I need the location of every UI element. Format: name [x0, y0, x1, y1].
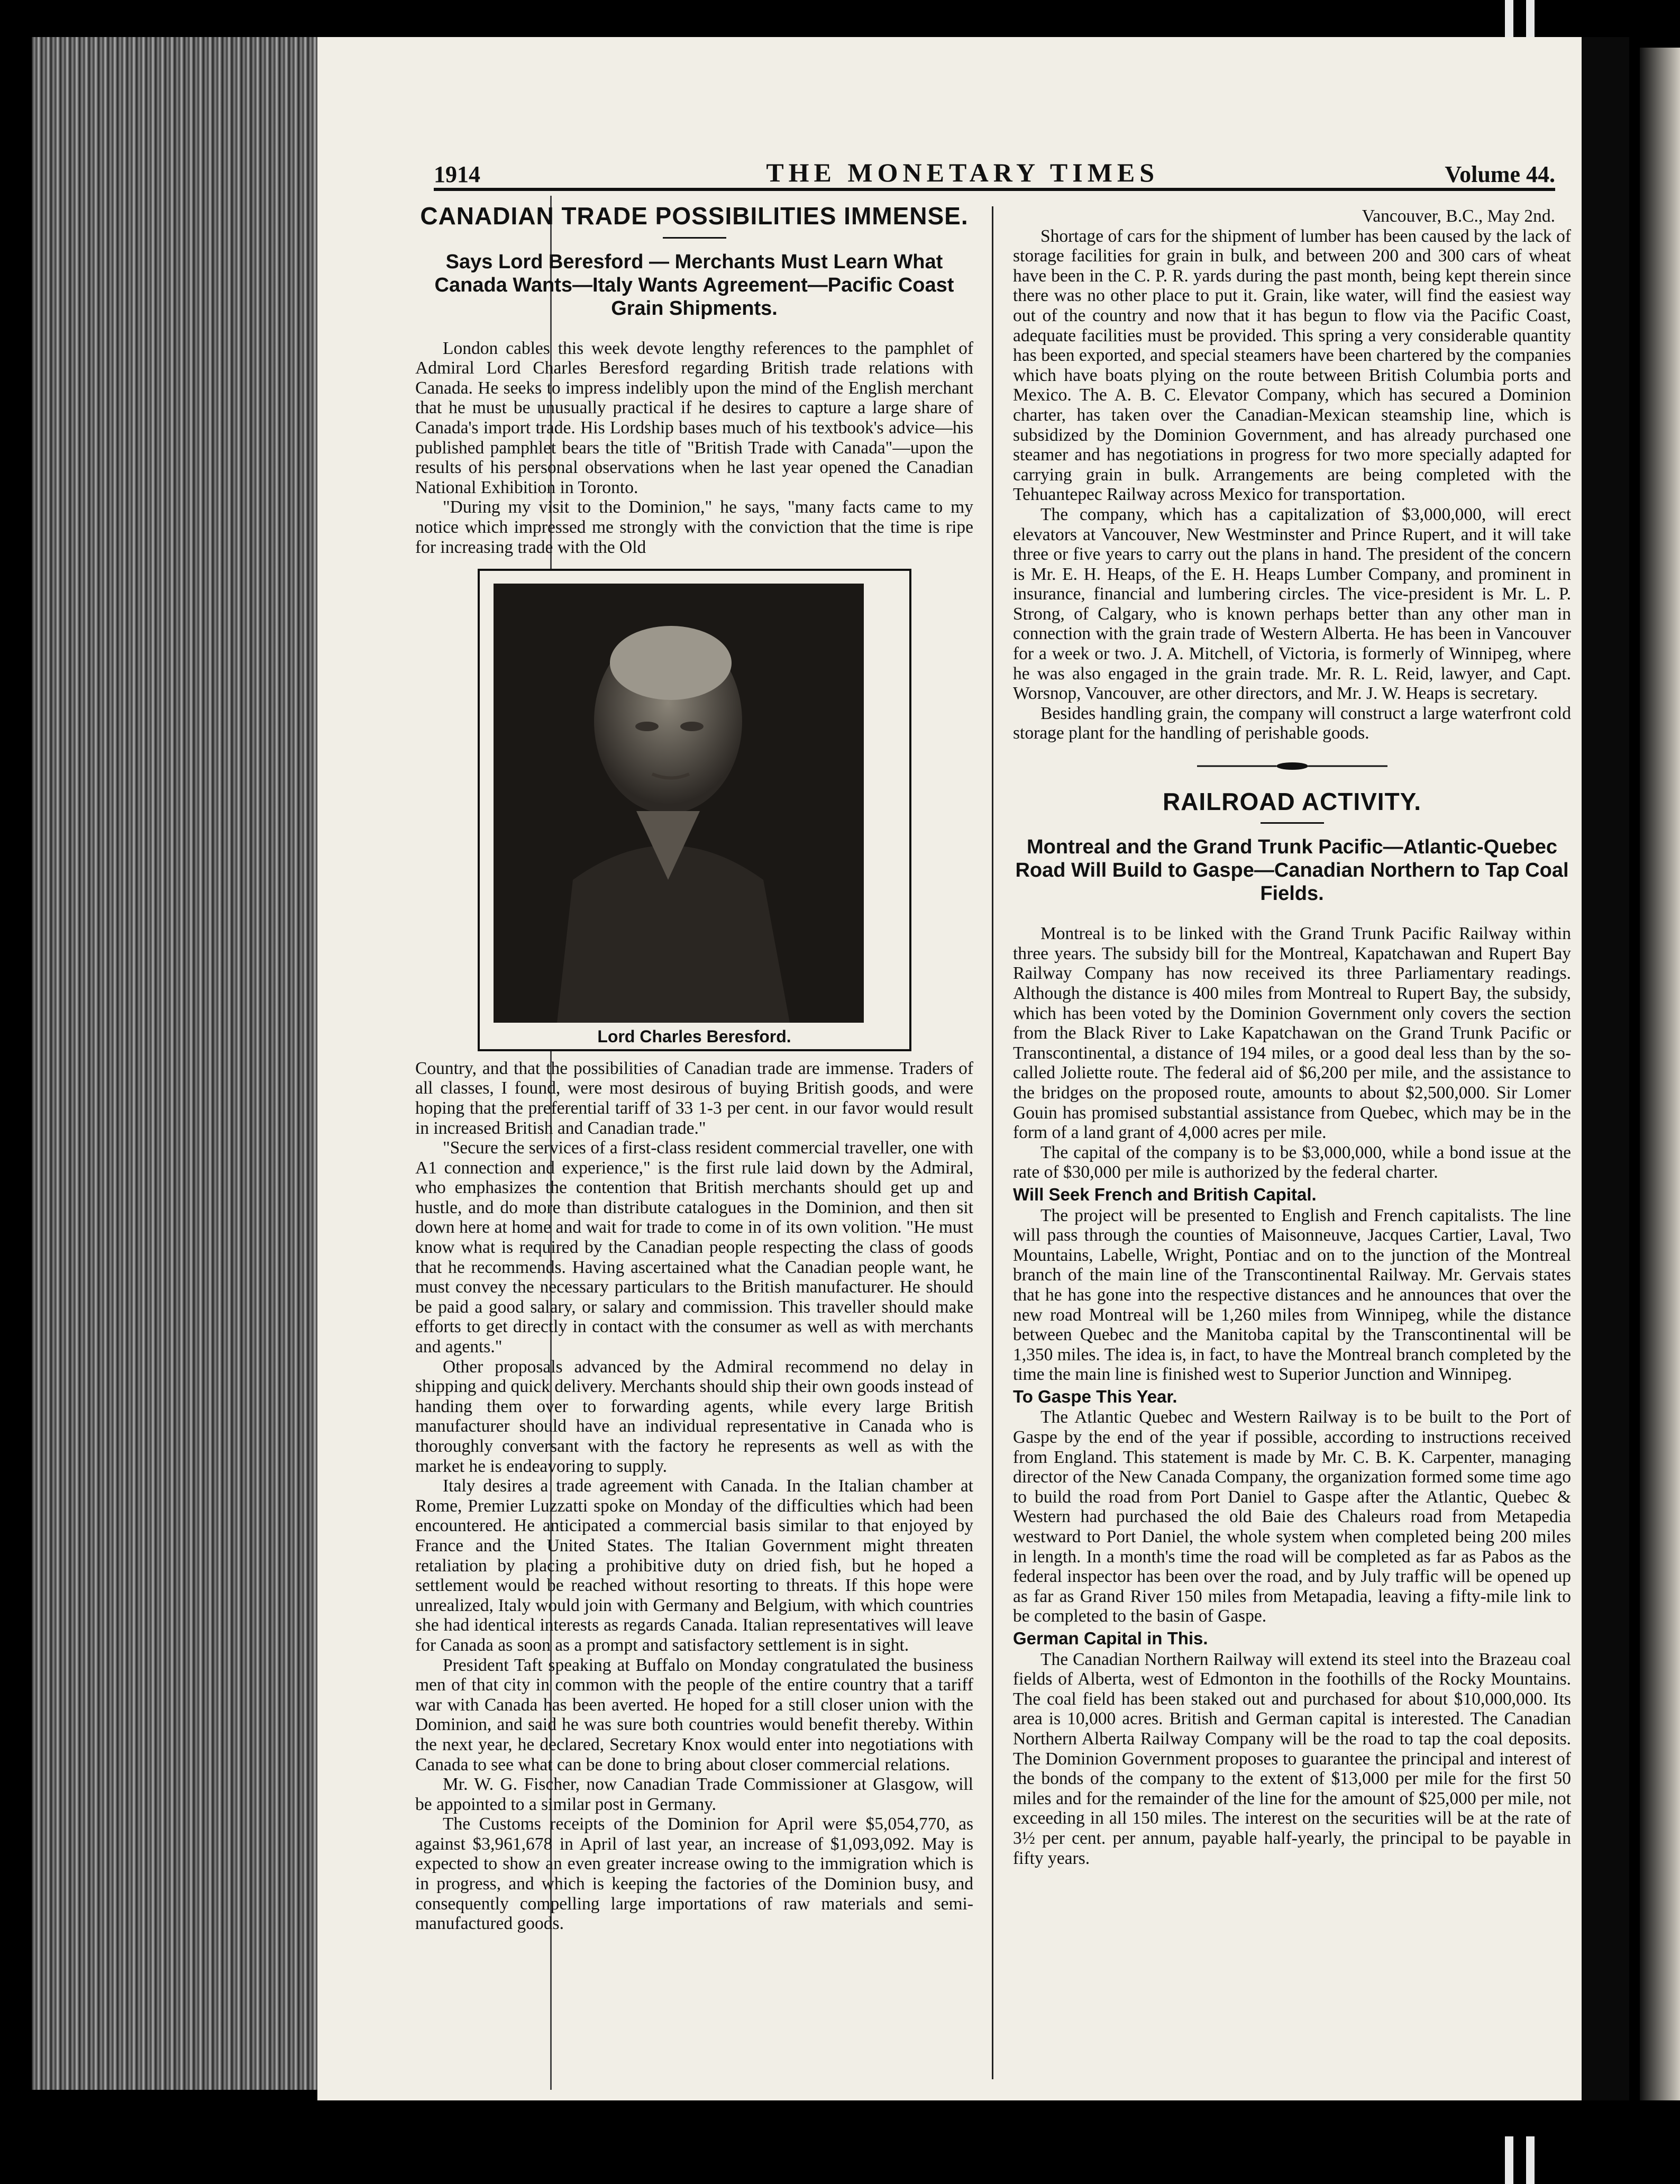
header-year: 1914	[434, 161, 480, 187]
headline-rule	[1261, 822, 1324, 824]
headline-rule	[663, 237, 726, 239]
section-subhead: German Capital in This.	[1013, 1628, 1208, 1648]
paragraph: President Taft speaking at Buffalo on Monday congratulated the business men of that city in common with the people of the entire country that a tariff war with Canada has been averted. He hoped for a still closer union with the Dominion, and said he was sure both countries would benefit thereby. Within the next year, he declared, Secretary Knox would enter into negotiations with Canada to see what can be done to bring about closer commercial relations.	[415, 1655, 973, 1775]
bound-page-stack	[32, 37, 328, 2090]
paragraph: Shortage of cars for the shipment of lumber has been caused by the lack of storage facilities for grain in bulk, and between 200 and 300 cars of wheat have been in the C. P. R. yards during the past month, being kept therein since there was no other place to put it. Grain, like water, will find the easiest way out of the country and now that it has begun to flow via the Pacific Coast, adequate facilities must be provided. This spring a very considerable quantity has been exported, and special steamers have been chartered by the companies which have boats plying on the route between British Columbia ports and Mexico. The A. B. C. Elevator Company, which has secured a Dominion charter, has taken over the Canadian-Mexican steamship line, which is subsidized by the Dominion Government, and has already purchased one steamer and has negotiations in progress for two more specially adapted for carrying grain in bulk. Arrangements are being completed with the Tehuantepec Railway across Mexico for transportation.	[1013, 226, 1571, 505]
paragraph: Italy desires a trade agreement with Canada. In the Italian chamber at Rome, Premier Luzzatti spoke on Monday of the difficulties which had been encountered. He anticipated a commercial basis similar to that enjoyed by France and the United States. The Italian Government might threaten retaliation by placing a prohibitive duty on dried fish, but he hoped a settlement would be reached without resorting to threats. If this hope were unrealized, Italy would join with Germany and Belgium, with which countries she had identical interests as regards Canada. Italian representatives will leave for Canada as soon as a prompt and satisfactory settlement is in sight.	[415, 1476, 973, 1655]
paragraph: The capital of the company is to be $3,000,000, while a bond issue at the rate of $30,000 per mile is authorized by the federal charter.	[1013, 1142, 1571, 1182]
paragraph: Other proposals advanced by the Admiral recommend no delay in shipping and quick delivery. Merchants should ship their own goods instead of handing them over to forwarding agents, while every large British manufacturer should have an individual representative in Canada who is thoroughly conversant with the factory he represents as well as with the market he is endeavoring to supply.	[415, 1357, 973, 1476]
paragraph: The Atlantic Quebec and Western Railway is to be built to the Port of Gaspe by the end of the year if possible, according to instructions received from England. This statement is made by Mr. C. B. K. Carpenter, managing director of the New Canada Company, the organization formed some time ago to build the road from Port Daniel to Gaspe after the Atlantic, Quebec & Western had purchased the old Baie des Chaleurs road from Metapedia westward to Port Daniel, the whole system when completed being 200 miles in length. In a month's time the road will be completed as far as Pabos as the federal inspector has been over the road, and by July traffic will be opened up as far as Grand River 150 miles from Metapadia, leaving a fifty-mile link to be completed to the basin of Gaspe.	[1013, 1407, 1571, 1626]
left-column	[415, 202, 973, 1934]
paragraph: Mr. W. G. Fischer, now Canadian Trade Commissioner at Glasgow, will be appointed to a similar post in Germany.	[415, 1775, 973, 1814]
article-headline: RAILROAD ACTIVITY.	[1162, 787, 1422, 815]
paragraph: "During my visit to the Dominion," he says, "many facts came to my notice which impressed me strongly with the conviction that the time is ripe for increasing trade with the Old	[415, 497, 973, 557]
right-column	[1013, 206, 1571, 1868]
page-header	[434, 135, 1555, 191]
paragraph: Country, and that the possibilities of Canadian trade are immense. Traders of all classes, I found, were most desirous of buying British goods, and were hoping that the preferential tariff of 33 1-3 per cent. in our favor would result in increased British and Canadian trade."	[415, 1058, 973, 1138]
film-frame-mark	[1526, 2136, 1535, 2184]
paragraph: The Canadian Northern Railway will extend its steel into the Brazeau coal fields of Alberta, west of Edmonton in the foothills of the Rocky Mountains. The coal field has been staked out and purchased for about $10,000,000. Its area is 10,000 acres. British and German capital is interested. The Canadian Northern Alberta Railway Company will be the road to tap the coal deposits. The Dominion Government proposes to guarantee the principal and interest of the bonds of the company to the extent of $13,000 per mile for the first 50 miles and for the remainder of the line for the amount of $25,000 per mile, not exceeding in all 150 miles. The interest on the securities will be at the rate of 3½ per cent. per annum, payable half-yearly, the principal to be payable in fifty years.	[1013, 1649, 1571, 1868]
portrait-photo	[494, 584, 864, 1023]
paragraph: "Secure the services of a first-class resident commercial traveller, one with A1 connection and experience," is the first rule laid down by the Admiral, who emphasizes the contention that British merchants should get up and hustle, and do more than distribute catalogues in the Dominion, and then sit down here at home and wait for trade to come in of its own volition. "He must know what is required by the Canadian people respecting the class of goods that he recommends. Having ascertained what the Canadian people want, he must convey the necessary particulars to the British manufacturer. He should be paid a good salary, or salary and commission. This traveller should make efforts to get directly in contact with the consumer as well as with merchants and agents."	[415, 1138, 973, 1357]
next-page-edge	[1640, 48, 1680, 2100]
portrait-caption: Lord Charles Beresford.	[597, 1027, 791, 1046]
section-subhead: Will Seek French and British Capital.	[1013, 1184, 1317, 1204]
page-shadow-edge	[1582, 37, 1629, 2100]
column-rule	[992, 206, 993, 2079]
section-ornament	[1013, 756, 1571, 776]
paragraph: The project will be presented to English and French capitalists. The line will pass through the counties of Maisonneuve, Jacques Cartier, Laval, Two Mountains, Labelle, Wright, Pontiac and on to the junction of the Montreal branch of the main line of the Transcontinental Railway. Mr. Gervais states that he has gone into the respective distances and he announces that over the new road Montreal will be 1,260 miles from Winnipeg, while the distance between Quebec and the Manitoba capital by the Transcontinental will be 1,350 miles. The idea is, in fact, to have the Montreal branch completed by the time the main line is finished west to Superior Junction and Winnipeg.	[1013, 1205, 1571, 1385]
header-title: THE MONETARY TIMES	[766, 158, 1159, 187]
portrait-figure	[478, 569, 911, 1051]
paragraph: The company, which has a capitalization of $3,000,000, will erect elevators at Vancouver, New Westminster and Prince Rupert, and it will take three or five years to carry out the plans in hand. The president of the concern is Mr. E. H. Heaps, of the E. H. Heaps Lumber Company, and prominent in insurance, financial and lumbering circles. The vice-president is Mr. L. P. Strong, of Calgary, who is known perhaps better than any other man in connection with the grain trade of Western Alberta. He has been in Vancouver for a week or two. J. A. Mitchell, of Victoria, is formerly of Winnipeg, where he was also engaged in the grain trade. Mr. R. L. Reid, lawyer, and Capt. Worsnop, Vancouver, are other directors, and Mr. J. W. Heaps is secretary.	[1013, 504, 1571, 704]
film-frame-mark	[1505, 2136, 1513, 2184]
dateline: Vancouver, B.C., May 2nd.	[1362, 206, 1555, 226]
section-subhead: To Gaspe This Year.	[1013, 1386, 1177, 1406]
paragraph: Besides handling grain, the company will construct a large waterfront cold storage plant for the handling of perishable goods.	[1013, 703, 1571, 743]
newspaper-page	[317, 37, 1629, 2100]
article-subhead: Montreal and the Grand Trunk Pacific—Atlantic-Quebec Road Will Build to Gaspe—Canadian Northern to Tap Coal Fields.	[1015, 836, 1569, 905]
article-subhead: Says Lord Beresford — Merchants Must Learn What Canada Wants—Italy Wants Agreement—Pacific Coast Grain Shipments.	[434, 250, 954, 320]
header-volume: Volume 44.	[1445, 161, 1555, 187]
paragraph: London cables this week devote lengthy references to the pamphlet of Admiral Lord Charles Beresford regarding British trade relations with Canada. He seeks to impress indelibly upon the mind of the English merchant that he must be unusually practical if he desires to capture a large share of Canada's import trade. His Lordship bases much of his textbook's advice—his published pamphlet bears the title of "British Trade with Canada"—upon the results of his personal observations when he last year opened the Canadian National Exhibition in Toronto.	[415, 338, 973, 497]
article-headline: CANADIAN TRADE POSSIBILITIES IMMENSE.	[420, 202, 969, 230]
paragraph: Montreal is to be linked with the Grand Trunk Pacific Railway within three years. The subsidy bill for the Montreal, Kapatchawan and Rupert Bay Railway Company has now received its three Parliamentary readings. Although the distance is 400 miles from Montreal to Rupert Bay, the subsidy, which has been voted by the Dominion Government only covers the section from the Black River to Lake Kapatchawan on the Grand Trunk Pacific or Transcontinental, a distance of 194 miles, or a good deal less than by the so-called Joliette route. The federal aid of $6,200 per mile, and the assistance to the bridges on the proposed route, amounts to about $2,500,000. Sir Lomer Gouin has promised substantial assistance from Quebec, which may be in the form of a land grant of 4,000 acres per mile.	[1013, 924, 1571, 1143]
paragraph: The Customs receipts of the Dominion for April were $5,054,770, as against $3,961,678 in April of last year, an increase of $1,093,092. May is expected to show an even greater increase owing to the immigration which is in progress, and which is keeping the factories of the Dominion busy, and consequently compelling large importations of raw materials and semi-manufactured goods.	[415, 1814, 973, 1934]
